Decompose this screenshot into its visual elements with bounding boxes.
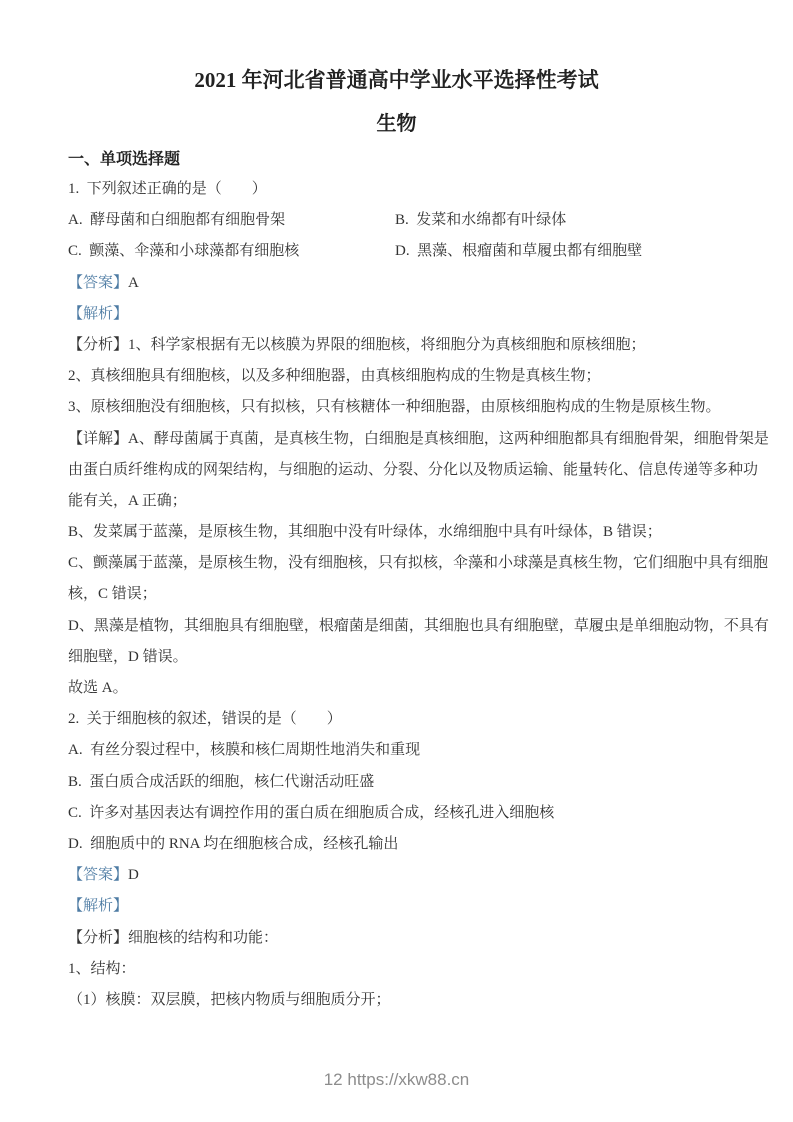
q1-option-c: C. 颤藻、伞藻和小球藻都有细胞核 <box>68 243 300 260</box>
footer-url: https://xkw88.cn <box>347 1070 470 1089</box>
q1-answer-value: A <box>128 274 139 291</box>
q2-option-a: A. 有丝分裂过程中，核膜和核仁周期性地消失和重现 <box>68 742 421 759</box>
q1-explain-line <box>68 299 725 330</box>
q2-explain-line <box>68 891 725 922</box>
q1-option-a: A. 酵母菌和白细胞都有细胞骨架 <box>68 212 286 229</box>
q2-analysis-line-2: 1、结构： <box>68 960 136 977</box>
q1-detail-line-4: B、发菜属于蓝藻，是原核生物，其细胞中没有叶绿体，水绵细胞中具有叶绿体，B 错误； <box>68 524 662 541</box>
q2-answer-value: D <box>128 867 139 884</box>
q1-answer-label: 【答案】 <box>68 274 129 291</box>
q2-option-d: D. 细胞质中的 RNA 均在细胞核合成，经核孔输出 <box>68 835 399 852</box>
q2-analysis-line-1: 【分析】细胞核的结构和功能： <box>68 929 279 946</box>
q1-analysis-line-3: 3、原核细胞没有细胞核，只有拟核，只有核糖体一种细胞器，由原核细胞构成的生物是原核生物。 <box>68 399 721 416</box>
q1-detail-line-7: D、黑藻是植物，其细胞具有细胞壁，根瘤菌是细菌，其细胞也具有细胞壁，草履虫是单细胞动物，不具有 <box>68 617 769 634</box>
q2-answer-label: 【答案】 <box>68 867 129 884</box>
q1-options-row-2 <box>68 236 725 267</box>
q1-analysis-line-1: 【分析】1、科学家根据有无以核膜为界限的细胞核，将细胞分为真核细胞和原核细胞； <box>68 336 646 353</box>
q1-answer-line <box>68 268 725 299</box>
q1-option-b: B. 发菜和水绵都有叶绿体 <box>395 212 567 229</box>
document-body <box>0 151 793 1016</box>
text-lines <box>68 174 769 1016</box>
q1-detail-line-3: 能有关，A 正确； <box>68 492 187 509</box>
q1-conclusion-line: 故选 A。 <box>68 680 128 696</box>
q1-detail-line-6: 核，C 错误； <box>68 586 157 603</box>
section-heading: 一、单项选择题 <box>68 151 181 168</box>
q1-stem: 1. 下列叙述正确的是（ ） <box>68 181 267 197</box>
q1-detail-line-8: 细胞壁，D 错误。 <box>68 648 188 665</box>
q1-explain-label: 【解析】 <box>68 305 129 322</box>
q2-explain-label: 【解析】 <box>68 898 129 915</box>
q2-stem: 2. 关于细胞核的叙述，错误的是（ ） <box>68 711 342 728</box>
q1-detail-line-2: 由蛋白质纤维构成的网架结构，与细胞的运动、分裂、分化以及物质运输、能量转化、信息传递等多种功 <box>68 461 759 478</box>
q2-analysis-line-3: （1）核膜：双层膜，把核内物质与细胞质分开； <box>68 991 391 1008</box>
exam-subject: 生物 <box>376 113 417 135</box>
page-number: 12 <box>323 1070 343 1089</box>
q1-analysis-line-2: 2、真核细胞具有细胞核，以及多种细胞器，由真核细胞构成的生物是真核生物； <box>68 368 601 385</box>
q2-answer-line <box>68 860 725 891</box>
q1-detail-line-5: C、颤藻属于蓝藻，是原核生物，没有细胞核，只有拟核，伞藻和小球藻是真核生物，它们细胞中具有细胞 <box>68 555 769 572</box>
q1-detail-line-1: 【详解】A、酵母菌属于真菌，是真核生物，白细胞是真核细胞，这两种细胞都具有细胞骨架，细胞骨架是 <box>68 430 769 447</box>
exam-title: 2021 年河北省普通高中学业水平选择性考试 <box>194 68 599 92</box>
q2-option-b: B. 蛋白质合成活跃的细胞，核仁代谢活动旺盛 <box>68 773 375 790</box>
q1-options-row-1 <box>68 205 725 236</box>
q2-option-c: C. 许多对基因表达有调控作用的蛋白质在细胞质合成，经核孔进入细胞核 <box>68 804 555 821</box>
page-footer <box>0 1069 793 1091</box>
q1-option-d: D. 黑藻、根瘤菌和草履虫都有细胞壁 <box>395 243 643 260</box>
